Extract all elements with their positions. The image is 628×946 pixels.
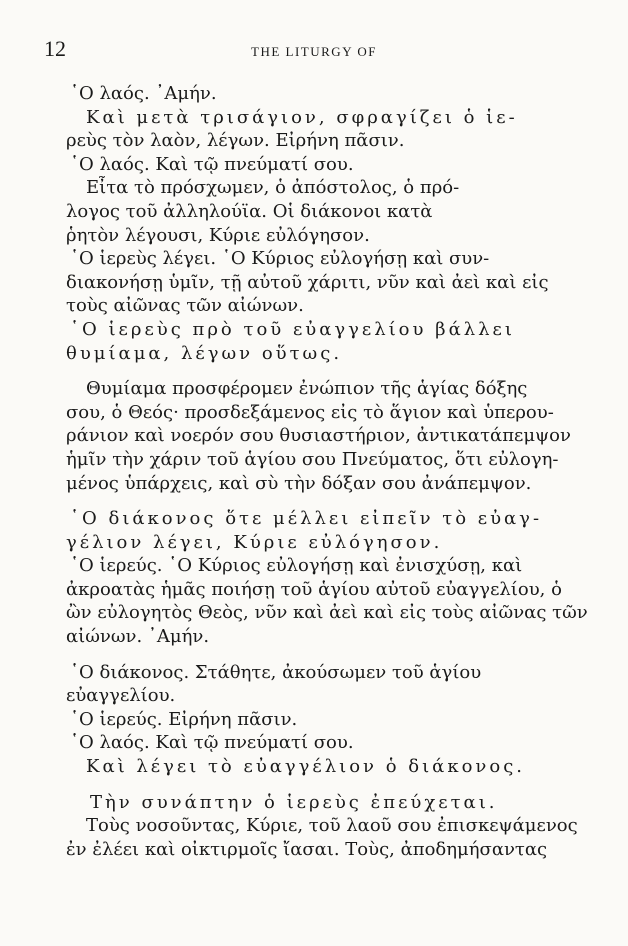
text-line: εὐαγγελίου. (66, 685, 176, 707)
text-line: Θυμίαμα προσφέρομεν ἐνώπιον τῆς ἁγίας δόξης (86, 378, 528, 400)
page-header (0, 36, 628, 66)
text-line: ἡμῖν τὴν χάριν τοῦ ἁγίου σου Πνεύματος, ὅτι εὐλογη- (66, 448, 559, 470)
text-line: ῾Ο λαός. Καὶ τῷ πνεύματί σου. (70, 153, 354, 175)
text-line: ῾Ο διάκονος. Στάθητε, ἀκούσωμεν τοῦ ἁγίου (70, 661, 482, 683)
running-head: THE LITURGY OF (251, 44, 377, 59)
text-line: διακονήσῃ ὑμῖν, τῇ αὐτοῦ χάριτι, νῦν καὶ ἀεὶ καὶ εἰς (66, 271, 549, 293)
text-line: Εἶτα τὸ πρόσχωμεν, ὁ ἀπόστολος, ὁ πρό- (86, 177, 460, 199)
text-line: ράνιον καὶ νοερόν σου θυσιαστήριον, ἀντικατάπεμψον (66, 425, 571, 447)
paragraph-gap (66, 495, 598, 507)
text-line: ῾Ο λαός. ᾿Αμήν. (70, 83, 217, 104)
text-line: Καὶ μετὰ τρισάγιον, σφραγίζει ὁ ἱε- (86, 106, 518, 128)
text-line: Καὶ λέγει τὸ εὐαγγέλιον ὁ διάκονος. (86, 756, 526, 778)
text-line: ῥητὸν λέγουσι, Κύριε εὐλόγησον. (66, 224, 370, 246)
text-line: θυμίαμα, λέγων οὕτως. (66, 342, 343, 364)
text-body (66, 82, 598, 861)
text-line: μένος ὑπάρχεις, καὶ σὺ τὴν δόξαν σου ἀνάπεμψον. (66, 472, 532, 494)
paragraph-gap (66, 779, 598, 791)
text-line: ἀκροατὰς ἡμᾶς ποιήσῃ τοῦ ἁγίου αὐτοῦ εὐαγγελίου, ὁ (66, 578, 562, 600)
text-line: ὢν εὐλογητὸς Θεὸς, νῦν καὶ ἀεὶ καὶ εἰς τοὺς αἰῶνας τῶν (66, 602, 588, 624)
text-line: ῾Ο ἱερεὺς λέγει. ῾Ο Κύριος εὐλογήσῃ καὶ συν- (70, 248, 490, 270)
text-line: ῾Ο ἱερεὺς πρὸ τοῦ εὐαγγελίου βάλλει (70, 318, 515, 340)
text-line: Τοὺς νοσοῦντας, Κύριε, τοῦ λαοῦ σου ἐπισκεψάμενος (86, 815, 578, 837)
text-line: λογος τοῦ ἀλληλούϊα. Οἱ διάκονοι κατὰ (66, 200, 433, 222)
text-line: γέλιον λέγει, Κύριε εὐλόγησον. (66, 531, 443, 553)
text-line: τοὺς αἰῶνας τῶν αἰώνων. (66, 295, 304, 317)
paragraph-gap (66, 365, 598, 377)
text-line: ῾Ο λαός. Καὶ τῷ πνεύματί σου. (70, 732, 354, 754)
page-number: 12 (44, 36, 66, 61)
text-line: ῾Ο διάκονος ὅτε μέλλει εἰπεῖν τὸ εὐαγ- (70, 508, 543, 530)
paragraph-gap (66, 649, 598, 661)
text-line: ἐν ἐλέει καὶ οἰκτιρμοῖς ἴασαι. Τοὺς, ἀποδημήσαντας (66, 838, 548, 860)
text-line: ῾Ο ἱερεύς. Εἰρήνη πᾶσιν. (70, 708, 298, 730)
text-line: αἰώνων. ᾿Αμήν. (66, 626, 210, 648)
text-line: ῾Ο ἱερεύς. ῾Ο Κύριος εὐλογήσῃ καὶ ἐνισχύσῃ, καὶ (70, 555, 523, 577)
text-line: σου, ὁ Θεός· προσδεξάμενος εἰς τὸ ἅγιον καὶ ὑπερου- (66, 401, 554, 423)
text-line: Τὴν συνάπτην ὁ ἱερεὺς ἐπεύχεται. (90, 791, 498, 813)
text-line: ρεὺς τὸν λαὸν, λέγων. Εἰρήνη πᾶσιν. (66, 130, 405, 152)
